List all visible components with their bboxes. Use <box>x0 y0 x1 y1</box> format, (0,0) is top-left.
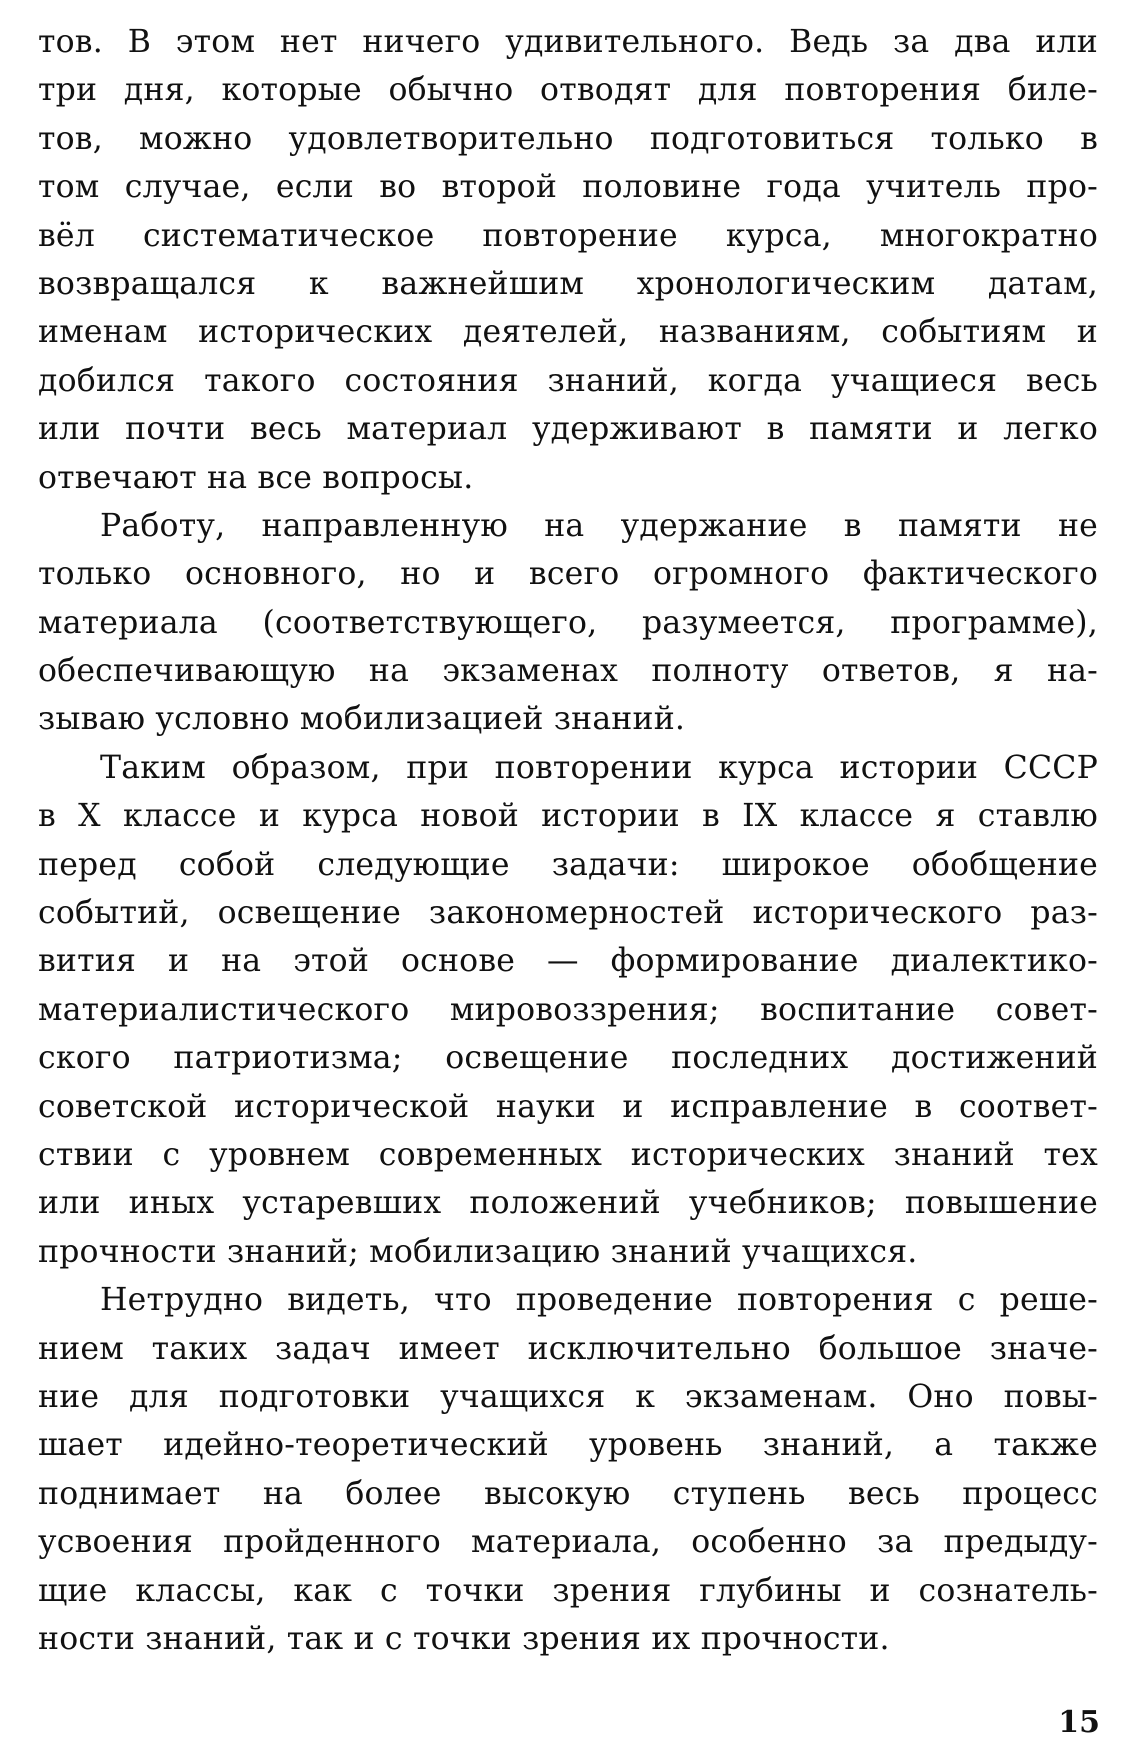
text-line: том случае, если во второй половине года учитель про- <box>38 169 1098 206</box>
paragraph-1 <box>38 18 1098 502</box>
text-line: Работу, направленную на удержание в памяти не <box>100 507 1098 544</box>
text-line: ние для подготовки учащихся к экзаменам. Оно повы- <box>38 1378 1098 1415</box>
text-line: перед собой следующие задачи: широкое обобщение <box>38 846 1098 883</box>
text-line: ского патриотизма; освещение последних достижений <box>38 1040 1098 1077</box>
text-line: событий, освещение закономерностей исторического раз- <box>38 895 1098 932</box>
text-line: материалистического мировоззрения; воспитание совет- <box>38 991 1098 1028</box>
text-line: именам исторических деятелей, названиям, событиям и <box>38 314 1098 351</box>
text-line: щие классы, как с точки зрения глубины и сознатель- <box>38 1572 1098 1609</box>
text-line: советской исторической науки и исправление в соответ- <box>38 1088 1098 1125</box>
text-line: вития и на этой основе — формирование диалектико- <box>38 943 1098 980</box>
text-line: добился такого состояния знаний, когда учащиеся весь <box>38 362 1098 399</box>
paragraph-4 <box>38 1276 1098 1663</box>
paragraph-2 <box>38 502 1098 744</box>
text-line: обеспечивающую на экзаменах полноту ответов, я на- <box>38 653 1098 690</box>
text-line: Таким образом, при повторении курса истории СССР <box>100 749 1098 786</box>
text-line: Нетрудно видеть, что проведение повторения с реше- <box>100 1282 1098 1319</box>
text-line: или иных устаревших положений учебников; повышение <box>38 1185 1098 1222</box>
text-line: ности знаний, так и с точки зрения их прочности. <box>38 1620 890 1657</box>
text-line: поднимает на более высокую ступень весь процесс <box>38 1475 1098 1512</box>
text-line: возвращался к важнейшим хронологическим датам, <box>38 265 1098 302</box>
text-line: тов. В этом нет ничего удивительного. Ведь за два или <box>38 24 1098 60</box>
text-line: зываю условно мобилизацией знаний. <box>38 701 686 738</box>
text-line: нием таких задач имеет исключительно большое значе- <box>38 1330 1098 1367</box>
page-text <box>38 18 1098 1663</box>
text-line: материала (соответствующего, разумеется, программе), <box>38 604 1098 641</box>
text-line: ствии с уровнем современных исторических знаний тех <box>38 1136 1098 1173</box>
text-line: или почти весь материал удерживают в памяти и легко <box>38 411 1098 448</box>
paragraph-3 <box>38 744 1098 1276</box>
text-line: вёл систематическое повторение курса, многократно <box>38 217 1098 254</box>
text-line: прочности знаний; мобилизацию знаний учащихся. <box>38 1233 918 1270</box>
text-line: три дня, которые обычно отводят для повторения биле- <box>38 72 1098 109</box>
text-line: усвоения пройденного материала, особенно за предыду- <box>38 1524 1098 1561</box>
text-line: шает идейно-теоретический уровень знаний, а также <box>38 1427 1098 1464</box>
page-number: 15 <box>1058 1705 1100 1740</box>
text-line: в X классе и курса новой истории в IX классе я ставлю <box>38 798 1098 835</box>
text-line: тов, можно удовлетворительно подготовиться только в <box>38 120 1098 157</box>
text-line: только основного, но и всего огромного фактического <box>38 556 1098 593</box>
text-line: отвечают на все вопросы. <box>38 459 474 496</box>
